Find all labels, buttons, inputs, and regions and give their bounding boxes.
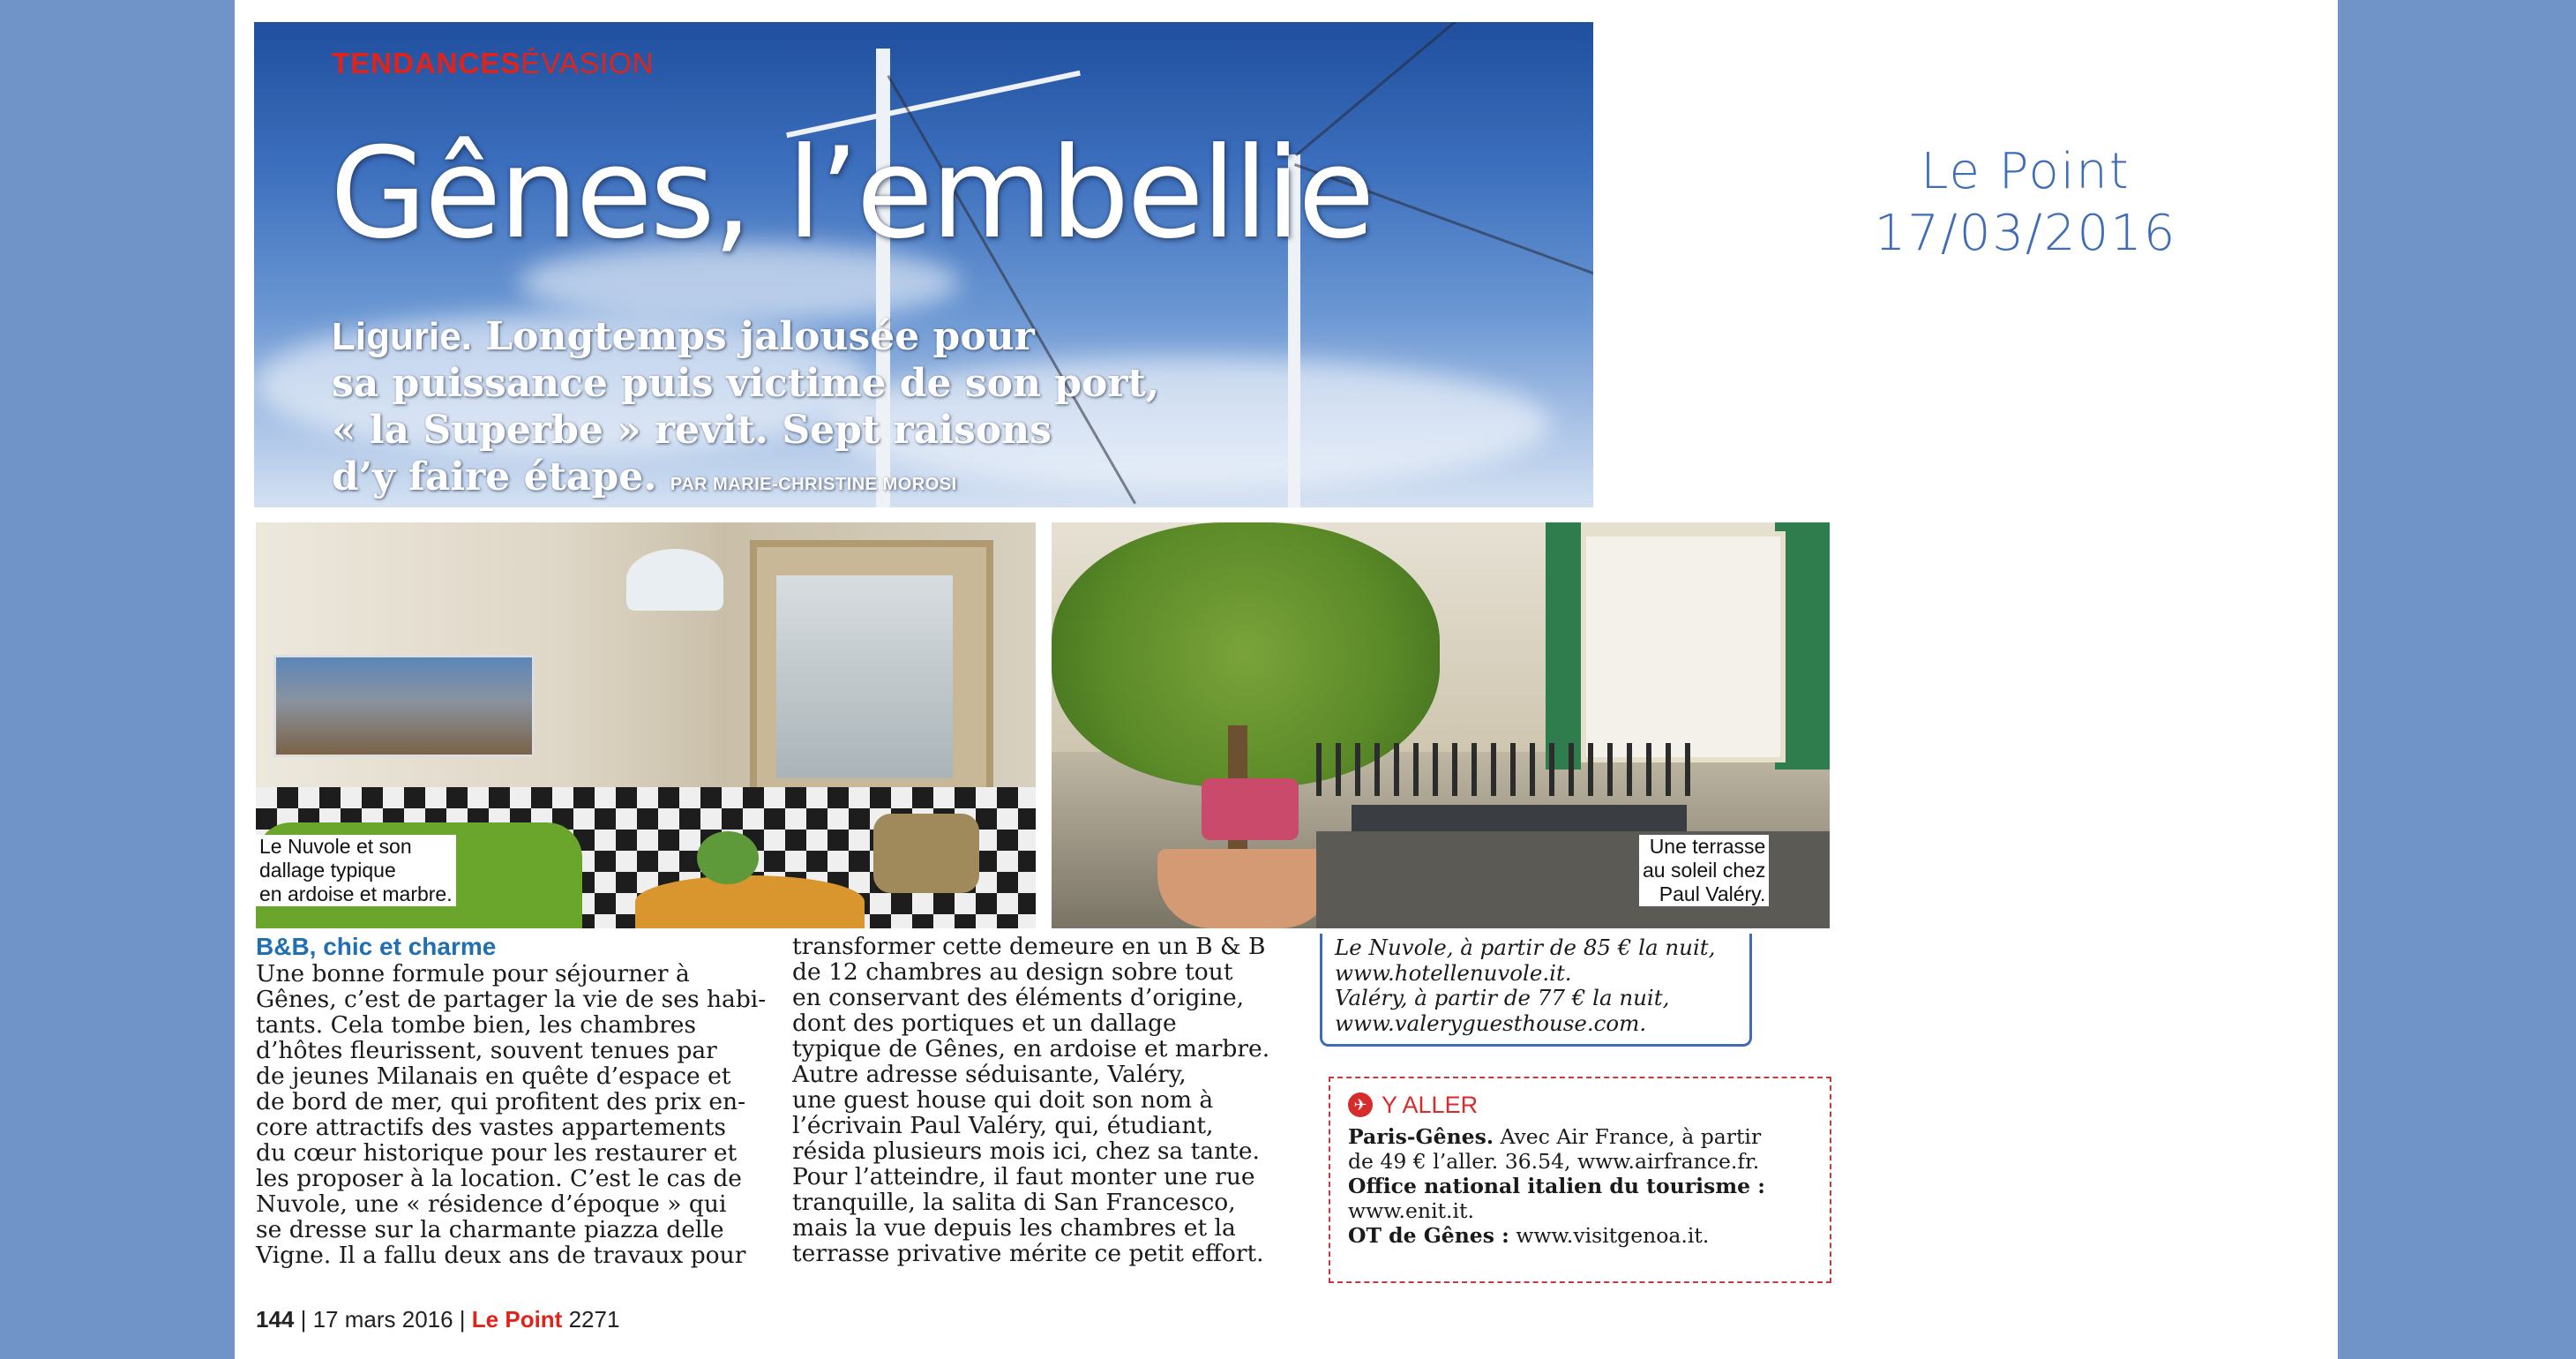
flowers-decor — [1202, 778, 1299, 840]
article-title: Gênes, l’embellie — [330, 121, 1373, 267]
address-box — [1320, 934, 1752, 1047]
caption-line: Paul Valéry. — [1643, 882, 1765, 906]
travel-line — [1348, 1174, 1812, 1198]
text-line: les proposer à la location. C’est le cas de — [256, 1165, 742, 1192]
caption-line: dallage typique — [259, 859, 453, 882]
tourism-office-label: Office national italien du tourisme : — [1348, 1174, 1765, 1198]
text-line: résida plusieurs mois ici, chez sa tante. — [792, 1138, 1260, 1165]
text-line: tranquille, la salita di San Francesco, — [792, 1189, 1236, 1216]
caption-line: Une terrasse — [1643, 835, 1765, 859]
table-decor — [635, 875, 865, 928]
deck-line: Longtemps jalousée pour — [471, 314, 1035, 359]
travel-line — [1348, 1124, 1812, 1149]
publication-stamp — [1831, 141, 2220, 265]
hero-banner — [254, 22, 1593, 507]
text-line: transformer cette demeure en un B & B — [792, 933, 1266, 960]
travel-info-header — [1348, 1092, 1812, 1117]
lamp-decor — [626, 549, 723, 611]
travel-text: www.visitgenoa.it. — [1509, 1223, 1710, 1248]
article-deck — [332, 313, 1196, 507]
text-line: dont des portiques et un dallage — [792, 1010, 1177, 1037]
article-column-2 — [792, 934, 1286, 1266]
armchair-decor — [873, 814, 979, 893]
travel-text: Avec Air France, à partir — [1494, 1124, 1762, 1149]
section-heading: B&B, chic et charme — [256, 933, 497, 960]
airplane-icon: ✈ — [1348, 1092, 1373, 1117]
address-link: www.hotellenuvole.it. — [1335, 959, 1572, 986]
photo-caption-right — [1639, 835, 1769, 906]
travel-info-box — [1329, 1077, 1831, 1283]
kicker-main: TENDANCES — [332, 47, 521, 79]
photo-caption-left — [256, 835, 456, 906]
text-line: de bord de mer, qui profitent des prix en- — [256, 1088, 746, 1115]
terrace-table-decor — [1352, 805, 1687, 831]
travel-line: www.enit.it. — [1348, 1198, 1474, 1223]
magazine-name: Le Point — [471, 1306, 563, 1333]
caption-line: au soleil chez — [1643, 859, 1766, 882]
plant-decor — [697, 831, 759, 884]
stamp-title: Le Point — [1921, 143, 2130, 200]
issue-date: | 17 mars 2016 | — [294, 1306, 472, 1333]
deck-line: sa puissance puis victime de son port, — [332, 361, 1160, 406]
text-line: core attractifs des vastes appartements — [256, 1114, 726, 1141]
text-line: tants. Cela tombe bien, les chambres — [256, 1011, 697, 1039]
text-line: Vigne. Il a fallu deux ans de travaux pour — [256, 1242, 746, 1269]
text-line: terrasse privative mérite ce petit effort. — [792, 1240, 1264, 1267]
stamp-date: 17/03/2016 — [1874, 205, 2177, 262]
text-line: Gênes, c’est de partager la vie de ses habi- — [256, 986, 767, 1013]
address-link: www.valeryguesthouse.com. — [1335, 1010, 1647, 1036]
text-line: l’écrivain Paul Valéry, qui, étudiant, — [792, 1112, 1214, 1139]
text-line: Une bonne formule pour séjourner à — [256, 960, 690, 987]
doorway-view-decor — [776, 575, 953, 778]
travel-line — [1348, 1223, 1812, 1248]
text-line: de jeunes Milanais en quête d’espace et — [256, 1062, 731, 1090]
deck-lead: Ligurie. — [332, 315, 472, 358]
text-line: se dresse sur la charmante piazza delle — [256, 1216, 724, 1243]
address-line: Valéry, à partir de 77 € la nuit, — [1335, 985, 1670, 1010]
text-line: de 12 chambres au design sobre tout — [792, 958, 1233, 986]
planter-decor — [1157, 849, 1334, 928]
deck-line: « la Superbe » revit. Sept raisons — [332, 408, 1052, 453]
byline: PAR MARIE-CHRISTINE MOROSI — [670, 475, 957, 494]
text-line: en conservant des éléments d’origine, — [792, 984, 1245, 1011]
caption-line: Le Nuvole et son — [259, 835, 453, 859]
travel-line: de 49 € l’aller. 36.54, www.airfrance.fr. — [1348, 1149, 1760, 1174]
page-number: 144 — [256, 1306, 295, 1333]
text-line: Autre adresse séduisante, Valéry, — [792, 1061, 1187, 1088]
shutter-decor — [1546, 522, 1581, 770]
page-folio — [256, 1306, 619, 1333]
article-column-1 — [256, 933, 767, 1269]
text-line: du cœur historique pour les restaurer et — [256, 1139, 738, 1167]
painting-decor — [273, 655, 535, 757]
window-decor — [1581, 531, 1786, 762]
text-line: d’hôtes fleurissent, souvent tenues par — [256, 1037, 717, 1064]
address-line: Le Nuvole, à partir de 85 € la nuit, — [1335, 935, 1716, 960]
text-line: Nuvole, une « résidence d’époque » qui — [256, 1190, 727, 1218]
caption-line: en ardoise et marbre. — [259, 882, 453, 905]
ot-label: OT de Gênes : — [1348, 1223, 1509, 1248]
text-line: Pour l’atteindre, il faut monter une rue — [792, 1163, 1255, 1190]
issue-number: 2271 — [562, 1306, 620, 1333]
text-line: une guest house qui doit son nom à — [792, 1086, 1214, 1114]
travel-route: Paris-Gênes. — [1348, 1124, 1494, 1149]
section-kicker — [332, 47, 655, 80]
travel-info-title: Y ALLER — [1382, 1092, 1479, 1118]
text-line: typique de Gênes, en ardoise et marbre. — [792, 1035, 1270, 1062]
railing-decor — [1316, 743, 1696, 796]
kicker-sub: ÉVASION — [520, 47, 655, 79]
deck-line: d’y faire étape. — [332, 454, 657, 499]
text-line: mais la vue depuis les chambres et la — [792, 1214, 1236, 1242]
